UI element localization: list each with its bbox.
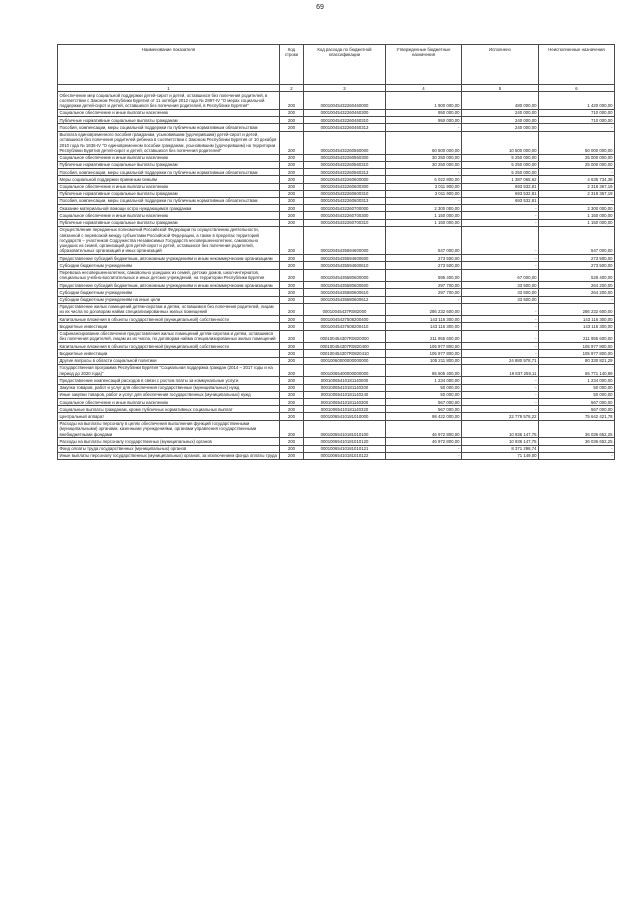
table-row [58, 169, 615, 176]
budget-code-cell: 00010065410181140300 [304, 399, 386, 406]
approved-amount-cell: 286 232 600,00 [386, 303, 462, 315]
line-code-cell: 200 [280, 296, 304, 303]
table-row [58, 269, 615, 281]
line-code-cell: 200 [280, 452, 304, 459]
indicator-name-cell: Выплата единовременного пособия гражданам, усыновившим (удочерившим) детей-сирот и детей, оставшихся без попечения родителей ребенка в соответствии с Законом Республики Бурятия от 10 декабря 2010 года № 1836-IV "О единовременном пособии гражданам, усыновившим (удочерившим) на территории Республики Бурятия детей-сирот и детей, оставшихся без попечения родителей" [58, 131, 280, 154]
executed-amount-cell: - [462, 406, 539, 413]
column-number: 1 [58, 85, 280, 92]
approved-amount-cell: 595 400,00 [386, 269, 462, 281]
line-code-cell: 200 [280, 316, 304, 323]
unexecuted-amount-cell: 36 036 652,25 [539, 420, 615, 438]
indicator-name-cell: Предоставление жилых помещений детям-сиротам и детям, оставшимся без попечения родителей, лицам из их числа по договорам найма специализированных жилых помещений [58, 303, 280, 315]
table-row [58, 109, 615, 116]
unexecuted-amount-cell: 25 000 000,00 [539, 154, 615, 161]
budget-code-cell: 00010045432260460310 [304, 117, 386, 124]
column-number: 4 [386, 85, 462, 92]
budget-code-cell: 00010065410181010100 [304, 420, 386, 438]
table-row [58, 197, 615, 204]
header-indicator-name: Наименование показателя [58, 45, 280, 85]
unexecuted-amount-cell: 65 771 140,89 [539, 364, 615, 376]
approved-amount-cell: 273 500,00 [386, 262, 462, 269]
table-row [58, 420, 615, 438]
indicator-name-cell: Предоставление компенсаций расходов в связи с ростом платы за коммунальные услуги [58, 377, 280, 384]
line-code-cell: 200 [280, 154, 304, 161]
unexecuted-amount-cell: - [539, 296, 615, 303]
line-code-cell: 200 [280, 109, 304, 116]
budget-code-cell: 00010045432260560300 [304, 154, 386, 161]
line-code-cell: 200 [280, 169, 304, 176]
budget-execution-table [57, 44, 615, 460]
budget-code-cell: 00010045432260460300 [304, 109, 386, 116]
line-code-cell: 200 [280, 406, 304, 413]
unexecuted-amount-cell: 264 200,00 [539, 289, 615, 296]
indicator-name-cell: Перевозка несовершеннолетних, самовольно ушедших из семей, детских домов, школ-интернатов, специальных учебно-воспитательных и иных детских учреждений, на территории Республики Бурятия [58, 269, 280, 281]
executed-amount-cell: - [462, 377, 539, 384]
table-row [58, 219, 615, 226]
indicator-name-cell: Публичные нормативные социальные выплаты гражданам [58, 219, 280, 226]
unexecuted-amount-cell: 105 977 800,00 [539, 343, 615, 350]
indicator-name-cell: Пособия, компенсации, меры социальной поддержки по публичным нормативным обязательствам [58, 124, 280, 131]
indicator-name-cell: Социальные выплаты гражданам, кроме публичных нормативных социальных выплат [58, 406, 280, 413]
indicator-name-cell: Обеспечение мер социальной поддержки детей-сирот и детей, оставшихся без попечения родителей, в соответствии с Законом Республики Бурятия от 11 октября 2012 года № 2897-IV "О мерах социальной поддержки детей-сирот и детей, оставшихся без попечения родителей, в Республике Бурятия" [58, 92, 280, 110]
budget-code-cell: 00010045435580600610 [304, 289, 386, 296]
executed-amount-cell: - [462, 219, 539, 226]
unexecuted-amount-cell: 50 000,00 [539, 384, 615, 391]
executed-amount-cell: 33 500,00 [462, 296, 539, 303]
approved-amount-cell: 3 011 900,00 [386, 183, 462, 190]
unexecuted-amount-cell: 2 318 367,19 [539, 183, 615, 190]
executed-amount-cell: - [462, 330, 539, 342]
executed-amount-cell: 240 000,00 [462, 124, 539, 131]
indicator-name-cell: Социальное обеспечение и иные выплаты населению [58, 212, 280, 219]
approved-amount-cell: 98 422 000,00 [386, 413, 462, 420]
header-line-code: Код строки [280, 45, 304, 85]
table-row [58, 452, 615, 459]
indicator-name-cell: Пособия, компенсации, меры социальной поддержки по публичным нормативным обязательствам [58, 197, 280, 204]
executed-amount-cell: 5 250 000,00 [462, 161, 539, 168]
table-row [58, 255, 615, 262]
approved-amount-cell: 46 972 800,00 [386, 420, 462, 438]
indicator-name-cell: Фонд оплаты труда государственных (муниципальных) органов [58, 445, 280, 452]
approved-amount-cell: 547 000,00 [386, 226, 462, 254]
budget-code-cell: 000100454307R0820400 [304, 343, 386, 350]
table-row [58, 92, 615, 110]
budget-code-cell: 00010045432260460313 [304, 124, 386, 131]
line-code-cell: 200 [280, 438, 304, 445]
indicator-name-cell: Закупка товаров, работ и услуг для обеспечения государственных (муниципальных) нужд [58, 384, 280, 391]
budget-code-cell: 00010045435580600000 [304, 269, 386, 281]
budget-code-cell: 00010065410181140320 [304, 406, 386, 413]
executed-amount-cell: - [462, 316, 539, 323]
indicator-name-cell: Бюджетные инвестиции [58, 350, 280, 357]
indicator-name-cell: Софинансирование обеспечения предоставления жилых помещений детям-сиротам и детям, оставшимся без попечения родителей, лицам из их числа, по договорам найма специализированных жилых помещений [58, 330, 280, 342]
line-code-cell: 200 [280, 161, 304, 168]
line-code-cell: 200 [280, 399, 304, 406]
line-code-cell: 200 [280, 226, 304, 254]
executed-amount-cell: - [462, 262, 539, 269]
budget-code-cell: 00010045437508200410 [304, 323, 386, 330]
unexecuted-amount-cell: 1 420 000,00 [539, 92, 615, 110]
approved-amount-cell: 950 000,00 [386, 109, 462, 116]
budget-code-cell: 00010060000000000000 [304, 357, 386, 364]
header-approved-appropriations: Утвержденные бюджетные назначения [386, 45, 462, 85]
budget-code-cell: 00010065410181140240 [304, 391, 386, 398]
indicator-name-cell: Социальное обеспечение и иные выплаты населению [58, 109, 280, 116]
executed-amount-cell: 1 387 065,62 [462, 176, 539, 183]
unexecuted-amount-cell: 286 232 600,00 [539, 303, 615, 315]
approved-amount-cell: 46 972 800,00 [386, 438, 462, 445]
line-code-cell: 200 [280, 183, 304, 190]
approved-amount-cell: 6 022 800,00 [386, 176, 462, 183]
column-number: 5 [462, 85, 539, 92]
unexecuted-amount-cell: - [539, 169, 615, 176]
approved-amount-cell: 60 500 000,00 [386, 131, 462, 154]
executed-amount-cell: - [462, 212, 539, 219]
executed-amount-cell: - [462, 399, 539, 406]
line-code-cell: 200 [280, 384, 304, 391]
unexecuted-amount-cell: 143 116 300,00 [539, 316, 615, 323]
unexecuted-amount-cell: 4 635 734,38 [539, 176, 615, 183]
column-number: 6 [539, 85, 615, 92]
executed-amount-cell: 10 936 147,75 [462, 420, 539, 438]
indicator-name-cell: Другие вопросы в области социальной политики [58, 357, 280, 364]
column-number: 2 [280, 85, 304, 92]
indicator-name-cell: Меры социальной поддержки приемным семьям [58, 176, 280, 183]
budget-code-cell: 00010045435594600600 [304, 255, 386, 262]
budget-code-cell: 00010045435594600000 [304, 226, 386, 254]
approved-amount-cell: 85 605 400,00 [386, 364, 462, 376]
executed-amount-cell: 19 837 259,11 [462, 364, 539, 376]
table-row [58, 176, 615, 183]
line-code-cell: 200 [280, 289, 304, 296]
approved-amount-cell: 105 211 800,00 [386, 357, 462, 364]
approved-amount-cell: 567 000,00 [386, 406, 462, 413]
executed-amount-cell: 67 000,00 [462, 269, 539, 281]
line-code-cell: 200 [280, 330, 304, 342]
indicator-name-cell: Бюджетные инвестиции [58, 323, 280, 330]
table-row [58, 445, 615, 452]
indicator-name-cell: Предоставление субсидий бюджетным, автономным учреждениям и иным некоммерческим организациям [58, 255, 280, 262]
indicator-name-cell: Публичные нормативные социальные выплаты гражданам [58, 190, 280, 197]
budget-code-cell: 00010045432260600310 [304, 190, 386, 197]
line-code-cell: 200 [280, 190, 304, 197]
unexecuted-amount-cell: 1 150 000,00 [539, 219, 615, 226]
line-code-cell: 200 [280, 176, 304, 183]
line-code-cell: 200 [280, 197, 304, 204]
approved-amount-cell: 297 700,00 [386, 289, 462, 296]
budget-code-cell: 00010045435580600612 [304, 296, 386, 303]
table-row [58, 154, 615, 161]
line-code-cell: 200 [280, 413, 304, 420]
approved-amount-cell: 105 977 800,00 [386, 350, 462, 357]
table-row [58, 296, 615, 303]
unexecuted-amount-cell: 1 234 000,00 [539, 377, 615, 384]
indicator-name-cell: Иные закупки товаров, работ и услуг для обеспечения государственных (муниципальных) нужд [58, 391, 280, 398]
budget-code-cell: 00010045432260460000 [304, 92, 386, 110]
budget-code-cell: 00010045432260560313 [304, 169, 386, 176]
indicator-name-cell: Центральный аппарат [58, 413, 280, 420]
column-number-row [58, 85, 615, 92]
table-row [58, 330, 615, 342]
table-row [58, 343, 615, 350]
line-code-cell: 200 [280, 364, 304, 376]
executed-amount-cell: - [462, 303, 539, 315]
table-row [58, 377, 615, 384]
line-code-cell: 200 [280, 303, 304, 315]
executed-amount-cell: 5 250 000,00 [462, 169, 539, 176]
header-executed: Исполнено [462, 45, 539, 85]
budget-code-cell: 00010045435580600600 [304, 282, 386, 289]
unexecuted-amount-cell: 36 036 652,25 [539, 438, 615, 445]
unexecuted-amount-cell: 211 955 600,00 [539, 330, 615, 342]
executed-amount-cell: 240 000,00 [462, 117, 539, 124]
budget-code-cell: 00010065410181010120 [304, 438, 386, 445]
table-row [58, 131, 615, 154]
approved-amount-cell: 143 116 300,00 [386, 316, 462, 323]
line-code-cell: 200 [280, 117, 304, 124]
executed-amount-cell: - [462, 391, 539, 398]
line-code-cell: 200 [280, 445, 304, 452]
header-budget-classification-code: Код расхода по бюджетной классификации [304, 45, 386, 85]
table-row [58, 364, 615, 376]
table-row [58, 183, 615, 190]
budget-code-cell: 00010045432260560000 [304, 131, 386, 154]
unexecuted-amount-cell: 273 500,00 [539, 255, 615, 262]
approved-amount-cell: 3 011 900,00 [386, 190, 462, 197]
table-row [58, 399, 615, 406]
executed-amount-cell: 10 936 147,75 [462, 438, 539, 445]
unexecuted-amount-cell: 710 000,00 [539, 117, 615, 124]
header-unexecuted-appropriations: Неисполненные назначения [539, 45, 615, 85]
unexecuted-amount-cell: 105 977 800,00 [539, 350, 615, 357]
executed-amount-cell: 693 532,81 [462, 197, 539, 204]
line-code-cell: 200 [280, 420, 304, 438]
table-row [58, 212, 615, 219]
approved-amount-cell: 1 900 000,00 [386, 92, 462, 110]
line-code-cell: 200 [280, 282, 304, 289]
table-row [58, 205, 615, 212]
table-row [58, 438, 615, 445]
indicator-name-cell: Расходы на выплаты персоналу в целях обеспечения выполнения функций государственными (муниципальными) органами, казенными учреждениями, органами управления государственными внебюджетными фондами [58, 420, 280, 438]
executed-amount-cell: 5 250 000,00 [462, 154, 539, 161]
budget-code-cell: 00010045435594600610 [304, 262, 386, 269]
budget-code-cell: 00010045437R082000 [304, 303, 386, 315]
approved-amount-cell: 30 250 000,00 [386, 154, 462, 161]
budget-code-cell: 00010045432260600300 [304, 183, 386, 190]
budget-code-cell: 00010045432260700300 [304, 212, 386, 219]
approved-amount-cell: 1 150 000,00 [386, 219, 462, 226]
line-code-cell: 200 [280, 255, 304, 262]
unexecuted-amount-cell: 143 116 300,00 [539, 323, 615, 330]
budget-code-cell: 00010045432260600313 [304, 197, 386, 204]
executed-amount-cell: 10 500 000,00 [462, 131, 539, 154]
unexecuted-amount-cell: 50 000 000,00 [539, 131, 615, 154]
table-row [58, 289, 615, 296]
indicator-name-cell: Социальное обеспечение и иные выплаты населению [58, 399, 280, 406]
unexecuted-amount-cell: 50 000,00 [539, 391, 615, 398]
table-row [58, 323, 615, 330]
executed-amount-cell: 693 532,81 [462, 190, 539, 197]
table-row [58, 117, 615, 124]
column-number: 3 [304, 85, 386, 92]
line-code-cell: 200 [280, 262, 304, 269]
executed-amount-cell: - [462, 343, 539, 350]
table-row [58, 124, 615, 131]
table-header-row [58, 45, 615, 85]
budget-code-cell: 000100454307R0820000 [304, 330, 386, 342]
executed-amount-cell: - [462, 384, 539, 391]
approved-amount-cell: 297 700,00 [386, 282, 462, 289]
page-number: 69 [316, 4, 324, 11]
indicator-name-cell: Капитальные вложения в объекты государственной (муниципальной) собственности [58, 343, 280, 350]
budget-code-cell: 00010065410181140200 [304, 384, 386, 391]
approved-amount-cell: 567 000,00 [386, 399, 462, 406]
approved-amount-cell: 1 150 000,00 [386, 212, 462, 219]
indicator-name-cell: Предоставление субсидий бюджетным, автономным учреждениям и иным некоммерческим организациям [58, 282, 280, 289]
table-row [58, 350, 615, 357]
unexecuted-amount-cell: 547 000,00 [539, 226, 615, 254]
line-code-cell: 200 [280, 357, 304, 364]
unexecuted-amount-cell: 567 000,00 [539, 399, 615, 406]
indicator-name-cell: Субсидии бюджетным учреждениям на иные цели [58, 296, 280, 303]
table-row [58, 413, 615, 420]
indicator-name-cell: Публичные нормативные социальные выплаты гражданам [58, 117, 280, 124]
executed-amount-cell: - [462, 255, 539, 262]
table-row [58, 391, 615, 398]
line-code-cell: 200 [280, 205, 304, 212]
approved-amount-cell: 211 955 600,00 [386, 330, 462, 342]
executed-amount-cell: 33 500,00 [462, 282, 539, 289]
indicator-name-cell: Социальное обеспечение и иные выплаты населению [58, 183, 280, 190]
line-code-cell: 200 [280, 269, 304, 281]
line-code-cell: 200 [280, 350, 304, 357]
unexecuted-amount-cell: 75 642 421,78 [539, 413, 615, 420]
executed-amount-cell: 71 149,00 [462, 452, 539, 459]
approved-amount-cell: 950 000,00 [386, 117, 462, 124]
budget-code-cell: 00010045432260560310 [304, 161, 386, 168]
unexecuted-amount-cell: - [539, 452, 615, 459]
table-row [58, 316, 615, 323]
unexecuted-amount-cell: 1 150 000,00 [539, 212, 615, 219]
indicator-name-cell: Субсидии бюджетным учреждениям [58, 262, 280, 269]
executed-amount-cell: - [462, 323, 539, 330]
indicator-name-cell: Социальное обеспечение и иные выплаты населению [58, 154, 280, 161]
unexecuted-amount-cell: 2 300 000,00 [539, 205, 615, 212]
indicator-name-cell: Публичные нормативные социальные выплаты гражданам [58, 161, 280, 168]
budget-code-cell: 00010045432260600000 [304, 176, 386, 183]
unexecuted-amount-cell: 80 330 821,29 [539, 357, 615, 364]
unexecuted-amount-cell: 264 200,00 [539, 282, 615, 289]
unexecuted-amount-cell: 2 318 367,19 [539, 190, 615, 197]
table-row [58, 190, 615, 197]
indicator-name-cell: Субсидии бюджетным учреждениям [58, 289, 280, 296]
budget-code-cell: 000100454307R0820410 [304, 350, 386, 357]
indicator-name-cell: Государственная программа Республики Бурятия "Социальная поддержка граждан (2014 – 2017 годы и на период до 2020 года)" [58, 364, 280, 376]
line-code-cell: 200 [280, 323, 304, 330]
executed-amount-cell: 22 779 578,22 [462, 413, 539, 420]
unexecuted-amount-cell: 273 500,00 [539, 262, 615, 269]
unexecuted-amount-cell: - [539, 445, 615, 452]
executed-amount-cell: - [462, 226, 539, 254]
executed-amount-cell: 480 000,00 [462, 92, 539, 110]
indicator-name-cell: Иные выплаты персоналу государственных (муниципальных) органов, за исключением фонда оплаты труда [58, 452, 280, 459]
line-code-cell: 200 [280, 124, 304, 131]
line-code-cell: 200 [280, 391, 304, 398]
indicator-name-cell: Капитальные вложения в объекты государственной (муниципальной) собственности [58, 316, 280, 323]
budget-code-cell: 00010065410181140000 [304, 377, 386, 384]
budget-code-cell: 00010045432260700000 [304, 205, 386, 212]
unexecuted-amount-cell: - [539, 124, 615, 131]
table-row [58, 384, 615, 391]
budget-code-cell: 00010065400000000000 [304, 364, 386, 376]
approved-amount-cell: - [386, 452, 462, 459]
approved-amount-cell: - [386, 169, 462, 176]
executed-amount-cell: 33 500,00 [462, 289, 539, 296]
approved-amount-cell: 30 250 000,00 [386, 161, 462, 168]
indicator-name-cell: Осуществление переданных полномочий Российской Федерации по осуществлению деятельности, связанной с перевозкой между субъектами Российской Федерации, а также в пределах территорий государств – участников Содружества Независимых Государств несовершеннолетних, самовольно ушедших из семей, организаций для детей-сирот и детей, оставшихся без попечения родителей, образовательных организаций и иных организаций [58, 226, 280, 254]
approved-amount-cell: - [386, 445, 462, 452]
approved-amount-cell: 273 500,00 [386, 255, 462, 262]
indicator-name-cell: Оказание материальной помощи остро нуждающимся гражданам [58, 205, 280, 212]
line-code-cell: 200 [280, 92, 304, 110]
budget-code-cell: 00010065410181010121 [304, 445, 386, 452]
table-row [58, 282, 615, 289]
executed-amount-cell: 240 000,00 [462, 109, 539, 116]
budget-code-cell: 00010065410181010000 [304, 413, 386, 420]
line-code-cell: 200 [280, 377, 304, 384]
unexecuted-amount-cell: 528 400,00 [539, 269, 615, 281]
unexecuted-amount-cell: 25 000 000,00 [539, 161, 615, 168]
executed-amount-cell: 693 532,81 [462, 183, 539, 190]
budget-code-cell: 00010045437508200400 [304, 316, 386, 323]
table-row [58, 357, 615, 364]
executed-amount-cell: - [462, 350, 539, 357]
executed-amount-cell: - [462, 205, 539, 212]
approved-amount-cell: - [386, 296, 462, 303]
executed-amount-cell: 8 371 298,74 [462, 445, 539, 452]
line-code-cell: 200 [280, 131, 304, 154]
approved-amount-cell: 50 000,00 [386, 384, 462, 391]
table-row [58, 406, 615, 413]
indicator-name-cell: Расходы на выплаты персоналу государственных (муниципальных) органов [58, 438, 280, 445]
budget-code-cell: 00010045432260700310 [304, 219, 386, 226]
approved-amount-cell: 143 116 300,00 [386, 323, 462, 330]
line-code-cell: 200 [280, 219, 304, 226]
unexecuted-amount-cell: 567 000,00 [539, 406, 615, 413]
unexecuted-amount-cell: - [539, 197, 615, 204]
line-code-cell: 200 [280, 343, 304, 350]
table-row [58, 161, 615, 168]
indicator-name-cell: Пособия, компенсации, меры социальной поддержки по публичным нормативным обязательствам [58, 169, 280, 176]
approved-amount-cell: - [386, 124, 462, 131]
approved-amount-cell: 1 234 000,00 [386, 377, 462, 384]
approved-amount-cell: 2 300 000,00 [386, 205, 462, 212]
executed-amount-cell: 24 880 978,71 [462, 357, 539, 364]
approved-amount-cell: 50 000,00 [386, 391, 462, 398]
approved-amount-cell: 105 977 800,00 [386, 343, 462, 350]
table-row [58, 262, 615, 269]
budget-code-cell: 00010065410181010122 [304, 452, 386, 459]
table-row [58, 226, 615, 254]
line-code-cell: 200 [280, 212, 304, 219]
unexecuted-amount-cell: 710 000,00 [539, 109, 615, 116]
table-row [58, 303, 615, 315]
approved-amount-cell: - [386, 197, 462, 204]
